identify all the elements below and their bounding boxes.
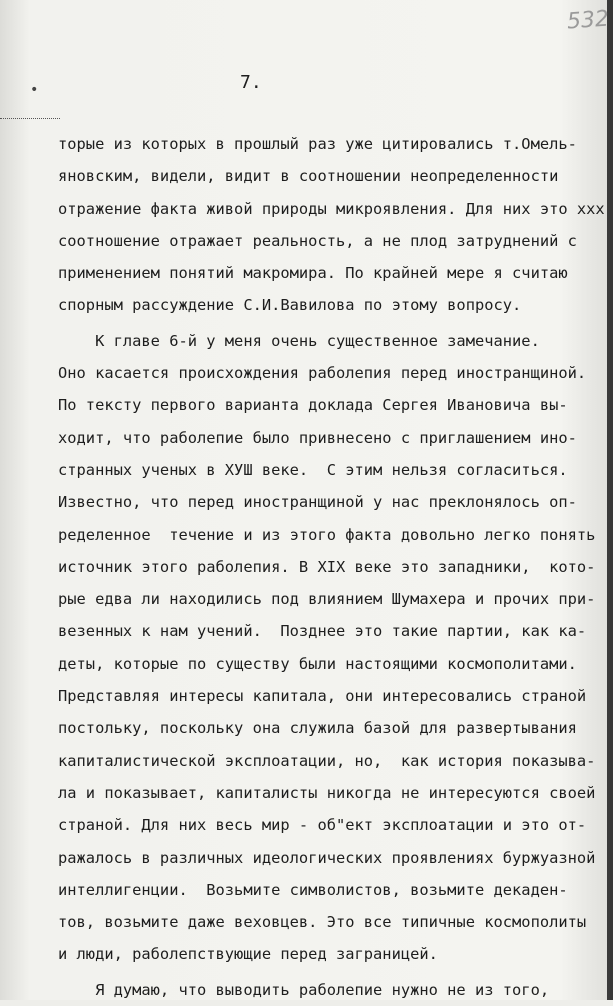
body-text [58, 128, 605, 1006]
page-number: 7. [240, 72, 262, 93]
text-line: интеллигенции. Возьмите символистов, возьмите декаден- [58, 880, 568, 899]
text-line: источник этого раболепия. В XIX веке это западники, кото- [58, 557, 596, 576]
text-line: Известно, что перед иностранщиной у нас преклонялось оп- [58, 493, 577, 512]
text-line: странных ученых в ХУШ веке. С этим нельзя согласиться. [58, 460, 568, 479]
text-line: Я думаю, что выводить раболепие нужно не из того, [58, 980, 550, 999]
margin-rule [0, 118, 60, 119]
text-line: Представляя интересы капитала, они интересовались страной [58, 687, 587, 706]
text-line: рые едва ли находились под влиянием Шумахера и прочих при- [58, 590, 596, 609]
text-line: спорным рассуждение С.И.Вавилова по этому вопросу. [58, 296, 522, 315]
text-line: тов, возьмите даже веховцев. Это все типичные космополиты [58, 913, 587, 932]
paragraph [58, 974, 588, 1006]
text-line: ходит, что раболепие было привнесено с приглашением ино- [58, 428, 577, 447]
text-line: ражалось в различных идеологических проявлениях буржуазной [58, 848, 596, 867]
text-line: К главе 6-й у меня очень существенное замечание. [58, 331, 540, 350]
text-line: везенных к нам учений. Позднее это такие партии, как ка- [58, 622, 587, 641]
text-line: торые из которых в прошлый раз уже цитировались т.Омель- [58, 135, 577, 153]
text-line: ла и показывает, капиталисты никогда не интересуются своей [58, 783, 596, 802]
text-line: и люди, раболепствующие перед заграницей. [58, 945, 438, 964]
text-line: страной. Для них весь мир - об"ект эксплоатации и это от- [58, 816, 587, 835]
paragraph [58, 325, 596, 971]
text-line: ределенное течение и из этого факта довольно легко понять [58, 525, 596, 544]
text-line: Оно касается происхождения раболепия перед иностранщиной. [58, 364, 587, 383]
text-line: соотношение отражает реальность, а не плод затруднений с [58, 231, 577, 250]
text-line: яновским, видели, видит в соотношении неопределенности [58, 167, 559, 186]
scan-edge [607, 0, 613, 1000]
paragraph [58, 128, 605, 322]
text-line: капиталистической эксплоатации, но, как история показыва- [58, 751, 596, 770]
text-line: отражение факта живой природы микроявления. Для них это ххх [58, 199, 605, 218]
archive-page-number: 532 [566, 6, 610, 35]
text-line: По тексту первого варианта доклада Сергея Ивановича вы- [58, 396, 568, 415]
margin-dot: • [30, 82, 39, 98]
text-line: деты, которые по существу были настоящими космополитами. [58, 654, 577, 673]
text-line: применением понятий макромира. По крайней мере я считаю [58, 264, 568, 283]
text-line: постольку, поскольку она служила базой для развертывания [58, 719, 577, 738]
